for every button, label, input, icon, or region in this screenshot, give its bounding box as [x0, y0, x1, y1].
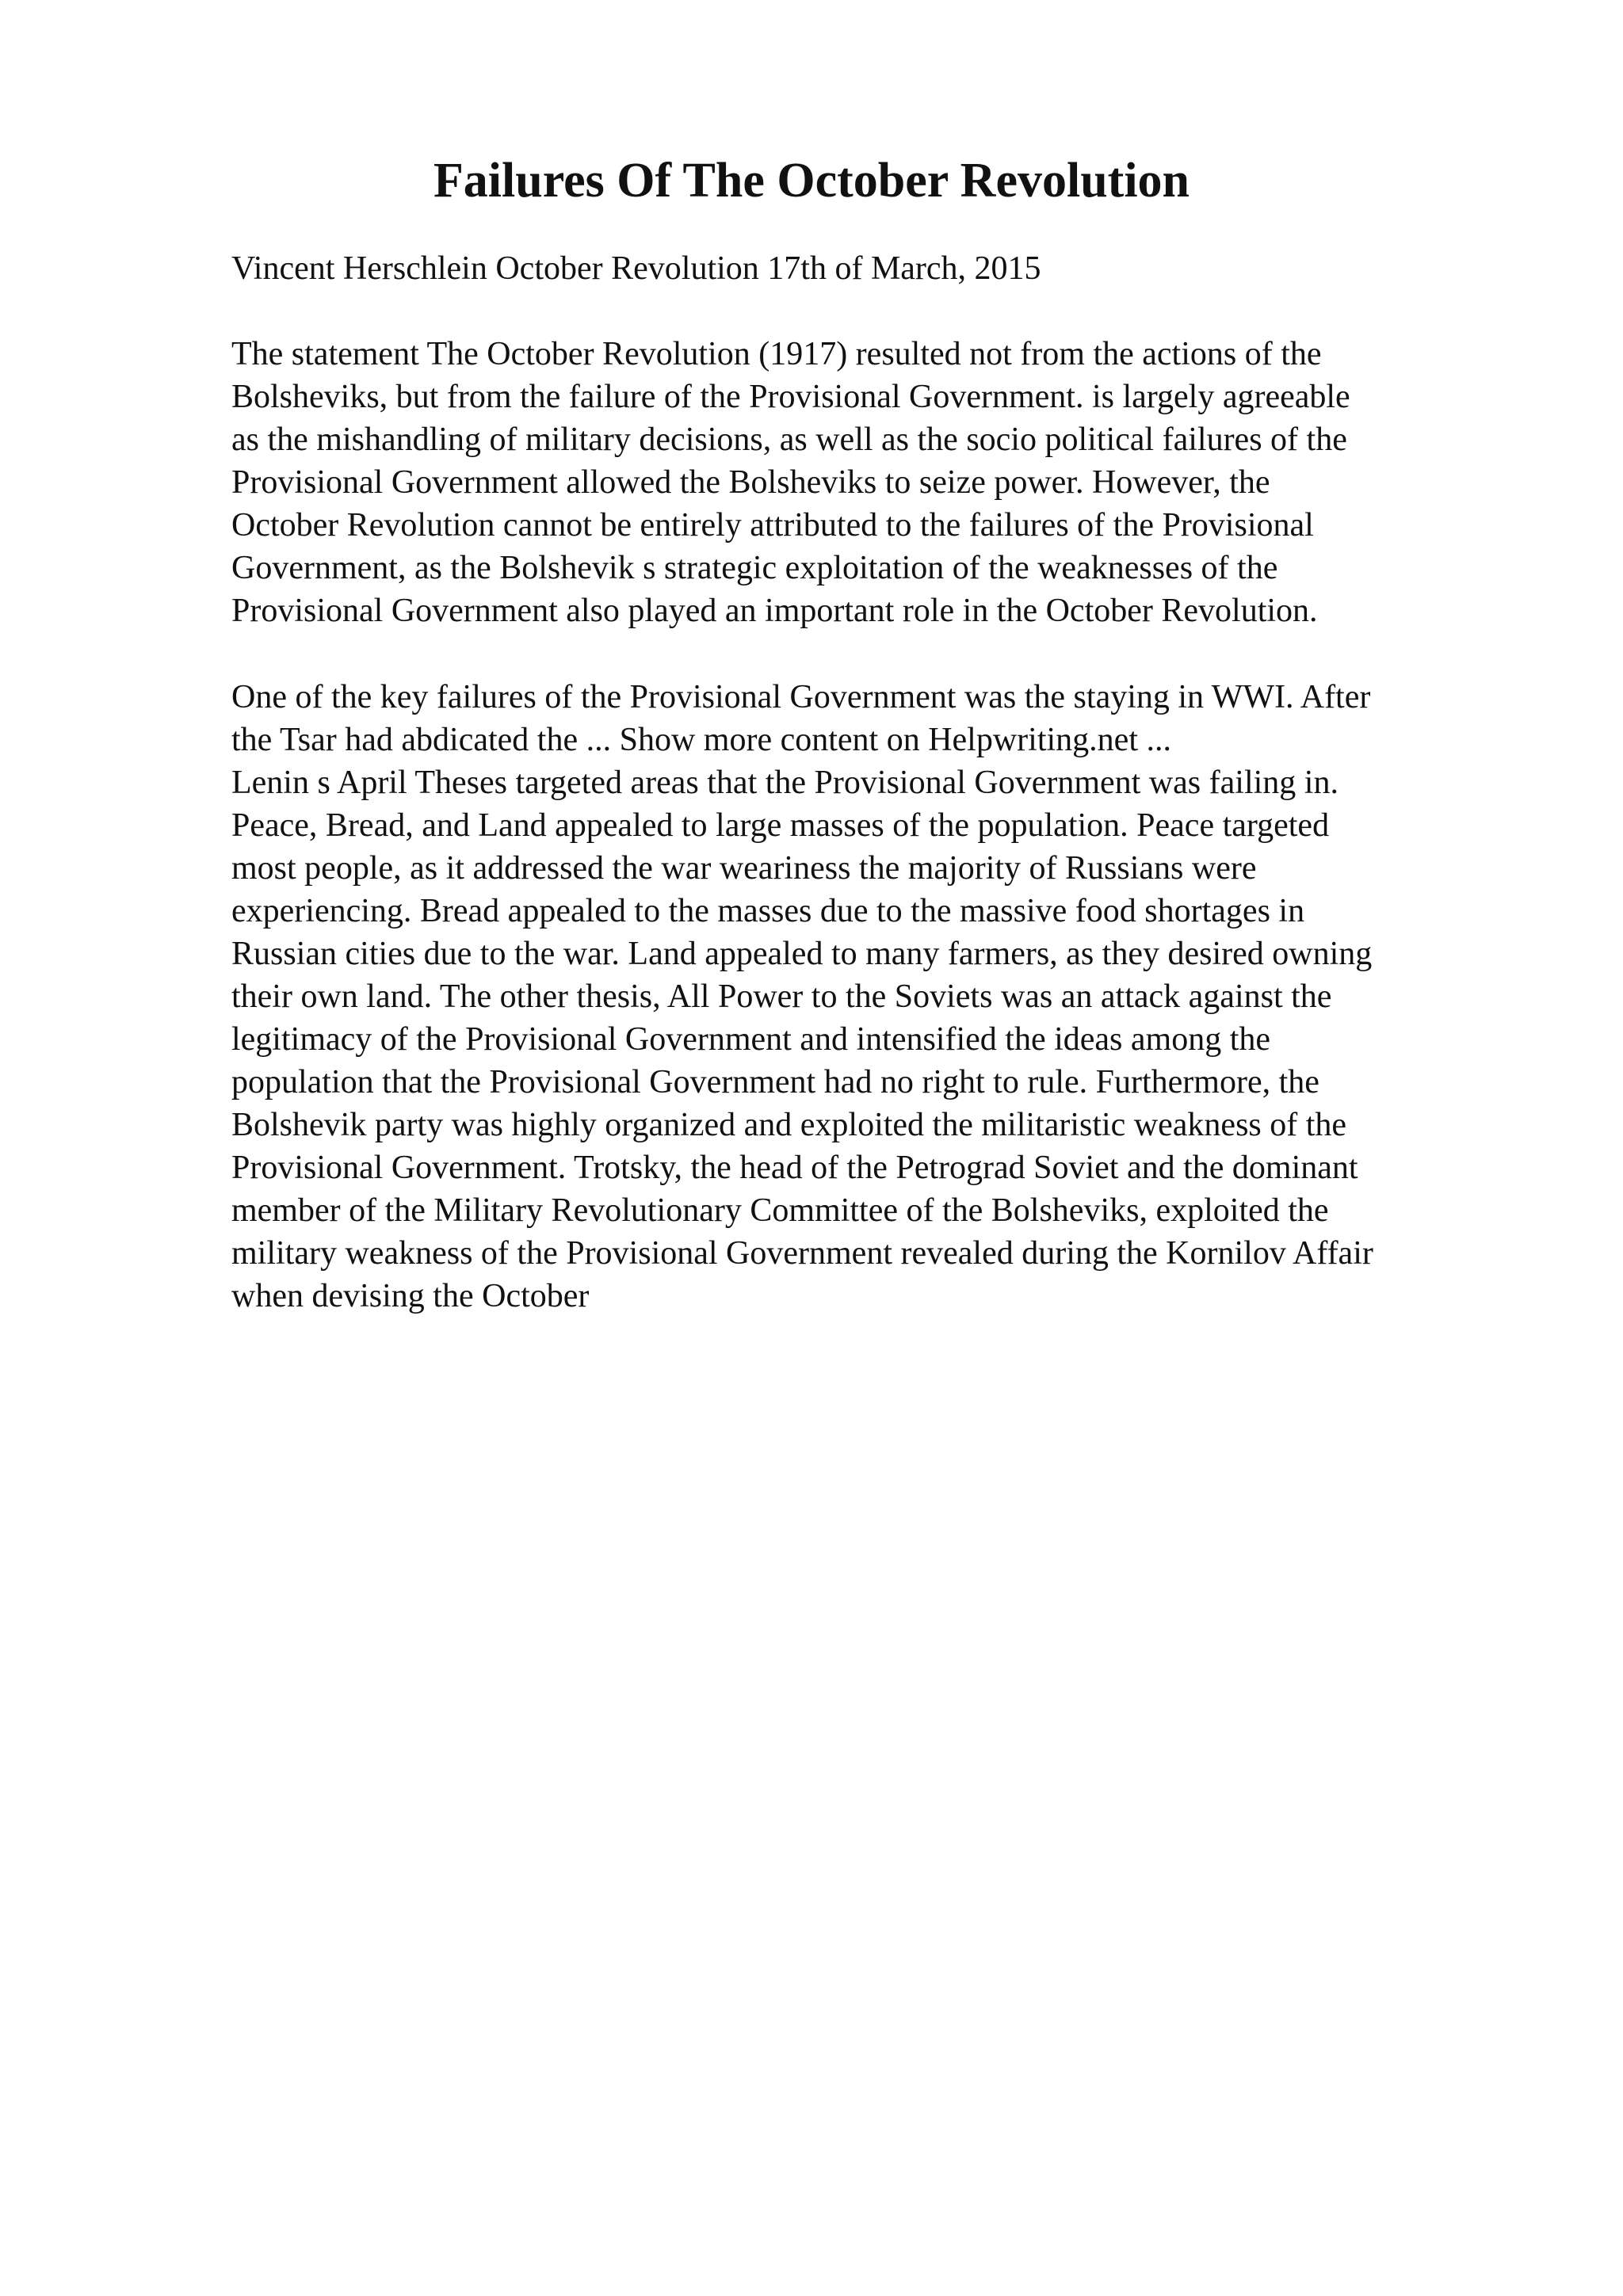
document-subtitle: Vincent Herschlein October Revolution 17th of March, 2015 [231, 250, 1041, 287]
paragraph-intro: The statement The October Revolution (1917) resulted not from the actions of the Bolsheviks, but from the failure of the Provisional Government. is largely agreeable as the mishandling of military decisions, as well as the socio political failures of the Provisional Government allowed the Bolsheviks to seize power. However, the October Revolution cannot be entirely attributed to the failures of the Provisional Government, as the Bolshevik s strategic exploitation of the weaknesses of the Provisional Government also played an important role in the October Revolution. [231, 336, 1350, 629]
paragraph-body: One of the key failures of the Provisional Government was the staying in WWI. After the Tsar had abdicated the ... Show more content on Helpwriting.net ... Lenin s April Theses targeted areas that the Provisional Government was failing in. Peace, Bread, and Land appealed to large masses of the population. Peace targeted most people, as it addressed the war weariness the majority of Russians were experiencing. Bread appealed to the masses due to the massive food shortages in Russian cities due to the war. Land appealed to many farmers, as they desired owning their own land. The other thesis, All Power to the Soviets was an attack against the legitimacy of the Provisional Government and intensified the ideas among the population that the Provisional Government had no right to rule. Furthermore, the Bolshevik party was highly organized and exploited the militaristic weakness of the Provisional Government. Trotsky, the head of the Petrograd Soviet and the dominant member of the Military Revolutionary Committee of the Bolsheviks, exploited the military weakness of the Provisional Government revealed during the Kornilov Affair when devising the October [231, 679, 1373, 1314]
document-title: Failures Of The October Revolution [433, 154, 1190, 208]
